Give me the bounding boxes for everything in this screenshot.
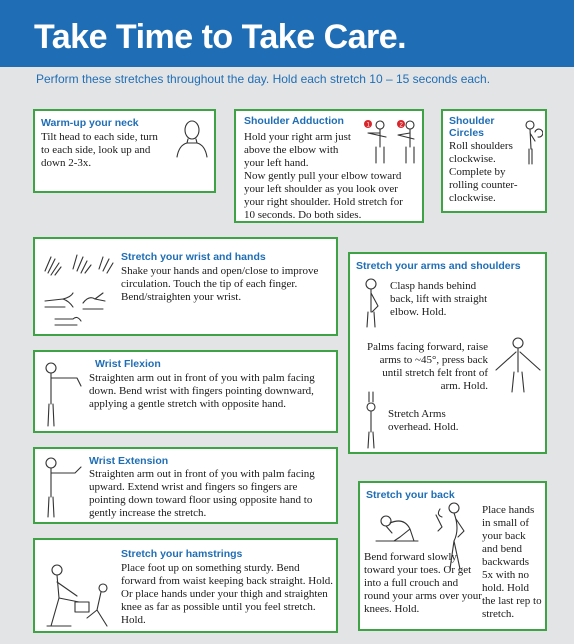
card-text: Straighten arm out in front of you with palm facing upward. Extend wrist and fingers so fingers are pointing down toward floor using opposite hand to gently increase the stretch. bbox=[89, 468, 315, 519]
card-text-1: Clasp hands behind back, lift with straight elbow. Hold. bbox=[390, 280, 488, 318]
card-hamstrings bbox=[33, 538, 338, 633]
card-text-2: Now gently pull your elbow toward your left shoulder as you look over your right shoulder. Hold stretch for 10 seconds. Do both sides. bbox=[244, 170, 403, 221]
step-marker-2: 2 bbox=[399, 122, 403, 129]
card-wrist-flexion bbox=[33, 350, 338, 433]
wrist-extension-illustration bbox=[41, 455, 85, 519]
card-text: Roll shoulders clockwise. Complete by rolling counter-clockwise. bbox=[449, 140, 518, 204]
card-title: Shoulder Adduction bbox=[244, 115, 344, 127]
card-text: Tilt head to each side, turn to each side, look up and down 2-3x. bbox=[41, 131, 158, 169]
card-text-2: Palms facing forward, raise arms to ~45°, press back until stretch felt front of arm. Hold. bbox=[367, 341, 488, 392]
card-arms-shoulders bbox=[348, 252, 547, 454]
card-title: Stretch your arms and shoulders bbox=[356, 260, 521, 272]
card-wrist-extension bbox=[33, 447, 338, 524]
card-text: Shake your hands and open/close to improve circulation. Touch the tip of each finger. Bend/straighten your wrist. bbox=[121, 265, 319, 303]
crouch-illustration bbox=[370, 509, 422, 545]
card-title: Wrist Flexion bbox=[95, 358, 161, 370]
card-title: Stretch your back bbox=[366, 489, 455, 501]
step-marker-1: 1 bbox=[366, 122, 370, 129]
card-text: Place foot up on something sturdy. Bend forward from waist keeping back straight. Hold. Or place hands under your thigh and straighten knee as far as possible until you feel stretch. Hold. bbox=[121, 562, 333, 626]
hand-shake-illustration bbox=[41, 247, 117, 279]
card-title: Shoulder Circles bbox=[449, 115, 495, 139]
hamstring-stretch-illustration bbox=[41, 562, 119, 630]
card-back bbox=[358, 481, 547, 631]
card-text-2: Bend forward slowly toward your toes. Or get into a full crouch and round your arms over your knees. Hold. bbox=[364, 551, 482, 615]
header-banner bbox=[0, 0, 574, 67]
card-title: Stretch your wrist and hands bbox=[121, 251, 266, 263]
card-title: Stretch your hamstrings bbox=[121, 548, 243, 560]
card-text: Hold your right arm just above the elbow with your left hand. bbox=[244, 131, 351, 169]
card-title: Warm-up your neck bbox=[41, 117, 139, 129]
card-text-1: Place hands in small of your back and bend backwards 5x with no hold. Hold the last rep to stretch. bbox=[482, 504, 542, 620]
card-title: Wrist Extension bbox=[89, 455, 169, 467]
neck-figure-illustration bbox=[171, 117, 213, 159]
card-warmup-neck bbox=[33, 109, 216, 193]
card-text: Straighten arm out in front of you with palm facing down. Bend wrist with fingers pointing downward, applying a gentle stretch with opposite hand. bbox=[89, 372, 315, 410]
finger-touch-illustration bbox=[43, 285, 113, 329]
page-title: Take Time to Take Care. bbox=[34, 18, 407, 56]
wrist-flexion-illustration bbox=[41, 360, 85, 428]
card-text-3: Stretch Arms overhead. Hold. bbox=[388, 408, 459, 433]
shoulder-circles-illustration bbox=[521, 119, 543, 165]
arms-overhead-illustration bbox=[360, 390, 382, 450]
shoulder-adduction-illustration bbox=[358, 117, 420, 165]
page-subtitle: Perform these stretches throughout the day. Hold each stretch 10 – 15 seconds each. bbox=[36, 72, 491, 86]
card-shoulder-circles bbox=[441, 109, 547, 213]
palms-forward-illustration bbox=[492, 336, 544, 394]
card-wrist-hands bbox=[33, 237, 338, 336]
card-shoulder-adduction bbox=[234, 109, 424, 223]
clasp-behind-back-illustration bbox=[358, 278, 384, 328]
